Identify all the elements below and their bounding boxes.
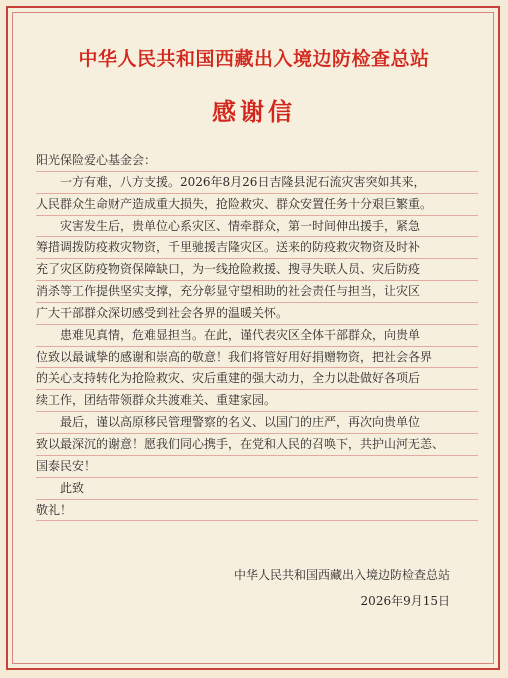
letter-line: 充了灾区防疫物资保障缺口，为一线抢险救援、搜寻失联人员、灾后防疫 xyxy=(36,259,478,281)
letter-line: 致以最深沉的谢意！愿我们同心携手，在党和人民的召唤下，共护山河无恙、 xyxy=(36,434,478,456)
signature-date: 2026年9月15日 xyxy=(360,594,450,608)
letter-line: 一方有难，八方支援。2026年8月26日吉隆县泥石流灾害突如其来， xyxy=(36,172,478,194)
letter-title: 感谢信 xyxy=(212,97,296,126)
letter-header: 中华人民共和国西藏出入境边防检查总站 xyxy=(78,48,430,70)
letter-line: 广大干部群众深切感受到社会各界的温暖关怀。 xyxy=(36,303,478,325)
letter-line: 的关心支持转化为抢险救灾、灾后重建的强大动力，全力以赴做好各项后 xyxy=(36,368,478,390)
letter-line: 最后，谨以高原移民管理警察的名义、以国门的庄严，再次向贵单位 xyxy=(36,412,478,434)
letter-body xyxy=(36,150,478,521)
letter-line: 患难见真情，危难显担当。在此，谨代表灾区全体干部群众，向贵单 xyxy=(36,325,478,347)
closing-line: 此致 xyxy=(36,478,478,500)
letter-line: 位致以最诚挚的感谢和崇高的敬意！我们将管好用好捐赠物资，把社会各界 xyxy=(36,347,478,369)
letter-line: 续工作，团结带领群众共渡难关、重建家园。 xyxy=(36,390,478,412)
signature-org: 中华人民共和国西藏出入境边防检查总站 xyxy=(233,568,450,582)
signature-block xyxy=(234,562,450,614)
letter-line: 灾害发生后，贵单位心系灾区、情牵群众，第一时间伸出援手，紧急 xyxy=(36,216,478,238)
letter-line: 国泰民安！ xyxy=(36,456,478,478)
letter-line: 人民群众生命财产造成重大损失，抢险救灾、群众安置任务十分艰巨繁重。 xyxy=(36,194,478,216)
salutation: 阳光保险爱心基金会： xyxy=(36,150,478,172)
letter-line: 消杀等工作提供坚实支撑，充分彰显守望相助的社会责任与担当，让灾区 xyxy=(36,281,478,303)
closing-line: 敬礼！ xyxy=(36,500,478,522)
letter-line: 筹措调拨防疫救灾物资，千里驰援吉隆灾区。送来的防疫救灾物资及时补 xyxy=(36,237,478,259)
